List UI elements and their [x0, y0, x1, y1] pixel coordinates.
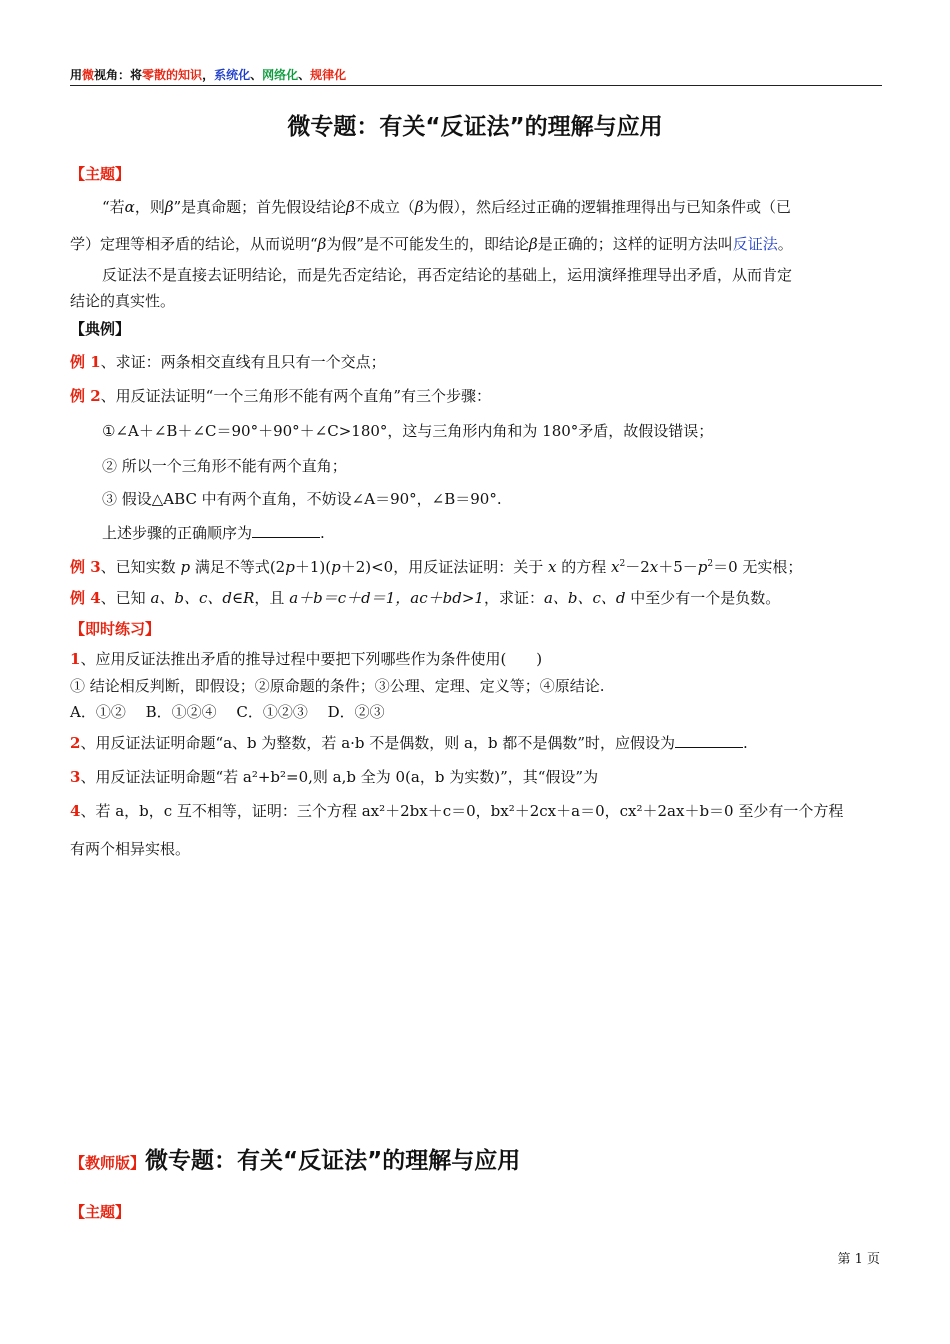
header-banner [70, 66, 346, 83]
practice-1 [70, 648, 542, 669]
header-part: 零散的知识 [142, 68, 203, 82]
header-part: 、 [298, 68, 311, 82]
header-part: 微 [82, 68, 95, 82]
practice-2 [70, 732, 748, 753]
text: ＝0 无实根； [713, 558, 803, 576]
math-var: β [164, 198, 174, 216]
text: . [320, 524, 325, 542]
header-part: 规律化 [310, 68, 347, 82]
header-part: ， [202, 68, 215, 82]
topic-line-2 [70, 233, 793, 254]
math-var: β [529, 235, 538, 253]
header-part: 系统化 [214, 68, 251, 82]
math-var: x [611, 558, 620, 576]
header-part: 用 [70, 68, 83, 82]
text: －2 [625, 558, 650, 576]
text: 、求证：两条相交直线有且只有一个交点； [100, 353, 386, 371]
teacher-tag: 【教师版】 [70, 1154, 146, 1172]
exponent: 2 [619, 559, 626, 569]
math-expr: a、b、c、d∈R [150, 589, 255, 607]
practice-3 [70, 766, 598, 787]
section-topic: 【主题】 [70, 165, 131, 183]
question-number: 3 [70, 768, 81, 786]
header-part: 网络化 [262, 68, 299, 82]
example-3 [70, 556, 802, 577]
text: 、已知实数 [100, 558, 181, 576]
practice-1-items: ① 结论相反判断，即假设；②原命题的条件；③公理、定理、定义等；④原结论. [70, 677, 605, 695]
example-1 [70, 351, 386, 372]
question-number: 1 [70, 650, 81, 668]
question-number: 2 [70, 734, 81, 752]
text: ，求证： [483, 589, 544, 607]
teacher-heading [70, 1142, 520, 1175]
text: ＋2)<0，用反证法证明：关于 [340, 558, 548, 576]
example-label: 例 1 [70, 353, 101, 371]
text: 、已知 [100, 589, 151, 607]
section-practice: 【即时练习】 [70, 620, 161, 638]
text: . [743, 734, 748, 752]
math-var: x [649, 558, 659, 576]
text: 不成立（ [354, 198, 415, 216]
answer-blank[interactable] [252, 525, 320, 538]
text: ，则 [134, 198, 165, 216]
example-2-step-3: ③ 假设△ABC 中有两个直角，不妨设∠A＝90°，∠B＝90°. [102, 490, 502, 508]
text: 上述步骤的正确顺序为 [102, 524, 253, 542]
text: 、用反证法证明命题“a、b 为整数，若 a·b 不是偶数，则 a，b 都不是偶数”时，应假设为 [80, 734, 676, 752]
text: 、用反证法证明“一个三角形不能有两个直角”有三个步骤： [100, 387, 492, 405]
math-var: α [124, 198, 135, 216]
text: 是正确的；这样的证明方法叫 [537, 235, 733, 253]
math-var: β [346, 198, 355, 216]
text: 、若 a，b，c 互不相等，证明：三个方程 ax²＋2bx＋c＝0，bx²＋2cx＋a＝0，cx²＋2ax＋b＝0 至少有一个方程 [80, 802, 844, 820]
math-expr: a、b、c、d [543, 589, 626, 607]
text: “若 [102, 198, 125, 216]
example-2-question [102, 522, 325, 543]
topic-line-3: 反证法不是直接去证明结论，而是先否定结论，再否定结论的基础上，运用演绎推理导出矛盾，从而肯定 [102, 266, 793, 284]
teacher-section-topic: 【主题】 [70, 1203, 131, 1221]
example-label: 例 4 [70, 589, 101, 607]
term-link[interactable]: 反证法 [732, 235, 778, 253]
math-var: β [414, 198, 424, 216]
practice-4 [70, 800, 843, 821]
text: ＋1)( [294, 558, 332, 576]
math-var: p [180, 558, 191, 576]
text: 。 [777, 235, 793, 253]
example-label: 例 2 [70, 387, 101, 405]
section-examples: 【典例】 [70, 320, 131, 338]
page-number: 第 1 页 [837, 1252, 880, 1267]
practice-4-cont: 有两个相异实根。 [70, 840, 191, 858]
example-2-step-1: ①∠A＋∠B＋∠C＝90°＋90°＋∠C>180°，这与三角形内角和为 180°矛盾，故假设错误； [102, 422, 714, 440]
exponent: 2 [707, 559, 714, 569]
header-part: 视角：将 [94, 68, 143, 82]
question-number: 4 [70, 802, 81, 820]
text: ，且 [254, 589, 290, 607]
topic-line-1 [102, 196, 791, 217]
text: 的方程 [556, 558, 611, 576]
teacher-title: 微专题：有关“反证法”的理解与应用 [145, 1148, 521, 1174]
math-var: x [547, 558, 557, 576]
text: 为假），然后经过正确的逻辑推理得出与已知条件或（已 [423, 198, 792, 216]
answer-blank[interactable] [675, 735, 743, 748]
example-4 [70, 587, 780, 608]
text: 满足不等式(2 [190, 558, 286, 576]
math-var: β [317, 235, 327, 253]
example-label: 例 3 [70, 558, 101, 576]
math-var: p [697, 558, 708, 576]
header-part: 、 [250, 68, 263, 82]
math-var: p [331, 558, 341, 576]
page-title: 微专题：有关“反证法”的理解与应用 [287, 114, 663, 140]
text: ”是真命题；首先假设结论 [173, 198, 347, 216]
math-var: p [285, 558, 295, 576]
text: 、用反证法证明命题“若 a²+b²=0,则 a,b 全为 0(a，b 为实数)”，其“假设”为 [80, 768, 599, 786]
text: 、应用反证法推出矛盾的推导过程中要把下列哪些作为条件使用( ) [80, 650, 543, 668]
example-2-step-2: ② 所以一个三角形不能有两个直角； [102, 457, 347, 475]
text: 中至少有一个是负数。 [625, 589, 781, 607]
practice-1-options: A．①② B．①②④ C．①②③ D．②③ [70, 703, 385, 721]
example-2 [70, 385, 491, 406]
text: ＋5－ [658, 558, 698, 576]
text: 学）定理等相矛盾的结论，从而说明“ [70, 235, 318, 253]
topic-line-4: 结论的真实性。 [70, 292, 176, 310]
text: 为假”是不可能发生的，即结论 [326, 235, 530, 253]
header-divider [70, 85, 882, 86]
math-expr: a＋b＝c＋d＝1，ac＋bd>1 [289, 589, 484, 607]
